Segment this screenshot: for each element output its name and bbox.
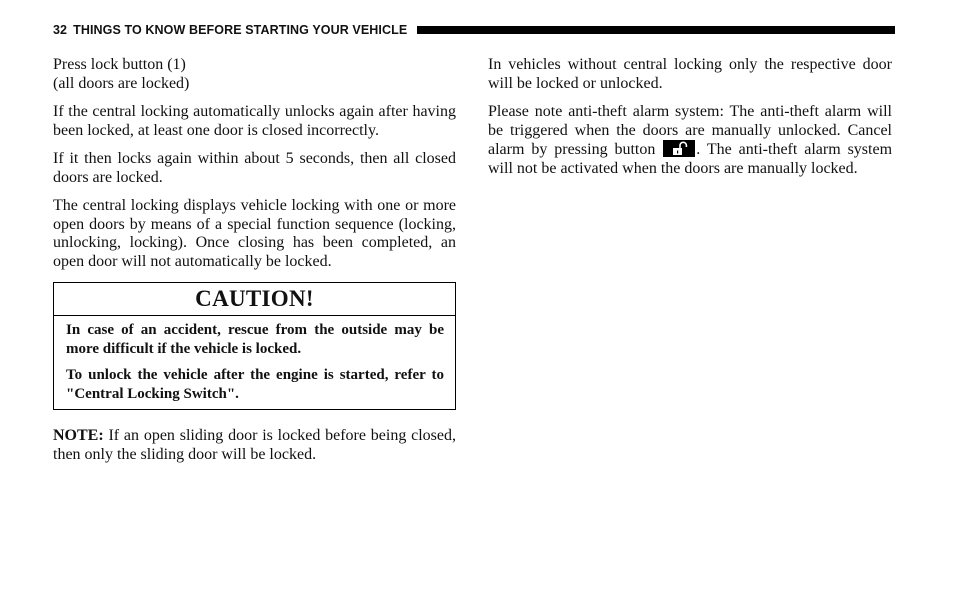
- paragraph-no-central-locking: In vehicles without central locking only the respective door will be locked or unlocked.: [488, 56, 892, 92]
- anti-theft-text-after: . The anti-theft alarm system will not be activated when the doors are manually locked.: [488, 141, 893, 177]
- anti-theft-text-before: Please note anti-theft alarm system: The anti-theft alarm will be triggered when the doors are manually unlocked. Cancel alarm by pressing button: [488, 103, 892, 158]
- header-rule: [417, 26, 895, 34]
- unlock-icon: [663, 140, 695, 157]
- paragraph-lock-button: [53, 56, 456, 93]
- all-doors-locked-line: (all doors are locked): [53, 74, 190, 92]
- caution-box: [53, 282, 456, 410]
- note-text: If an open sliding door is locked before being closed, then only the sliding door will be locked.: [53, 427, 456, 463]
- paragraph-relock: If it then locks again within about 5 seconds, then all closed doors are locked.: [53, 150, 456, 186]
- left-column: [53, 56, 456, 474]
- note-paragraph: [53, 427, 456, 464]
- section-title: THINGS TO KNOW BEFORE STARTING YOUR VEHICLE: [73, 23, 408, 37]
- caution-title: CAUTION!: [54, 283, 455, 316]
- paragraph-auto-unlock: If the central locking automatically unlocks again after having been locked, at least one door is closed incorrectly.: [53, 103, 456, 139]
- paragraph-anti-theft: [488, 103, 892, 178]
- caution-unlock-text: To unlock the vehicle after the engine is started, refer to "Central Locking Switch".: [66, 367, 444, 402]
- caution-body: [54, 316, 455, 409]
- lock-button-line: Press lock button (1): [53, 56, 186, 73]
- paragraph-open-doors: The central locking displays vehicle locking with one or more open doors by means of a special function sequence (locking, unlocking, locking). Once closing has been completed, an open door will not automatically be locked.: [53, 197, 456, 270]
- right-column: [488, 56, 892, 188]
- page-header: [53, 22, 895, 38]
- caution-accident-text: In case of an accident, rescue from the outside may be more difficult if the vehicle is locked.: [66, 322, 444, 357]
- header-text: [53, 23, 407, 37]
- page-number: 32: [53, 23, 68, 37]
- note-label: NOTE:: [53, 427, 104, 444]
